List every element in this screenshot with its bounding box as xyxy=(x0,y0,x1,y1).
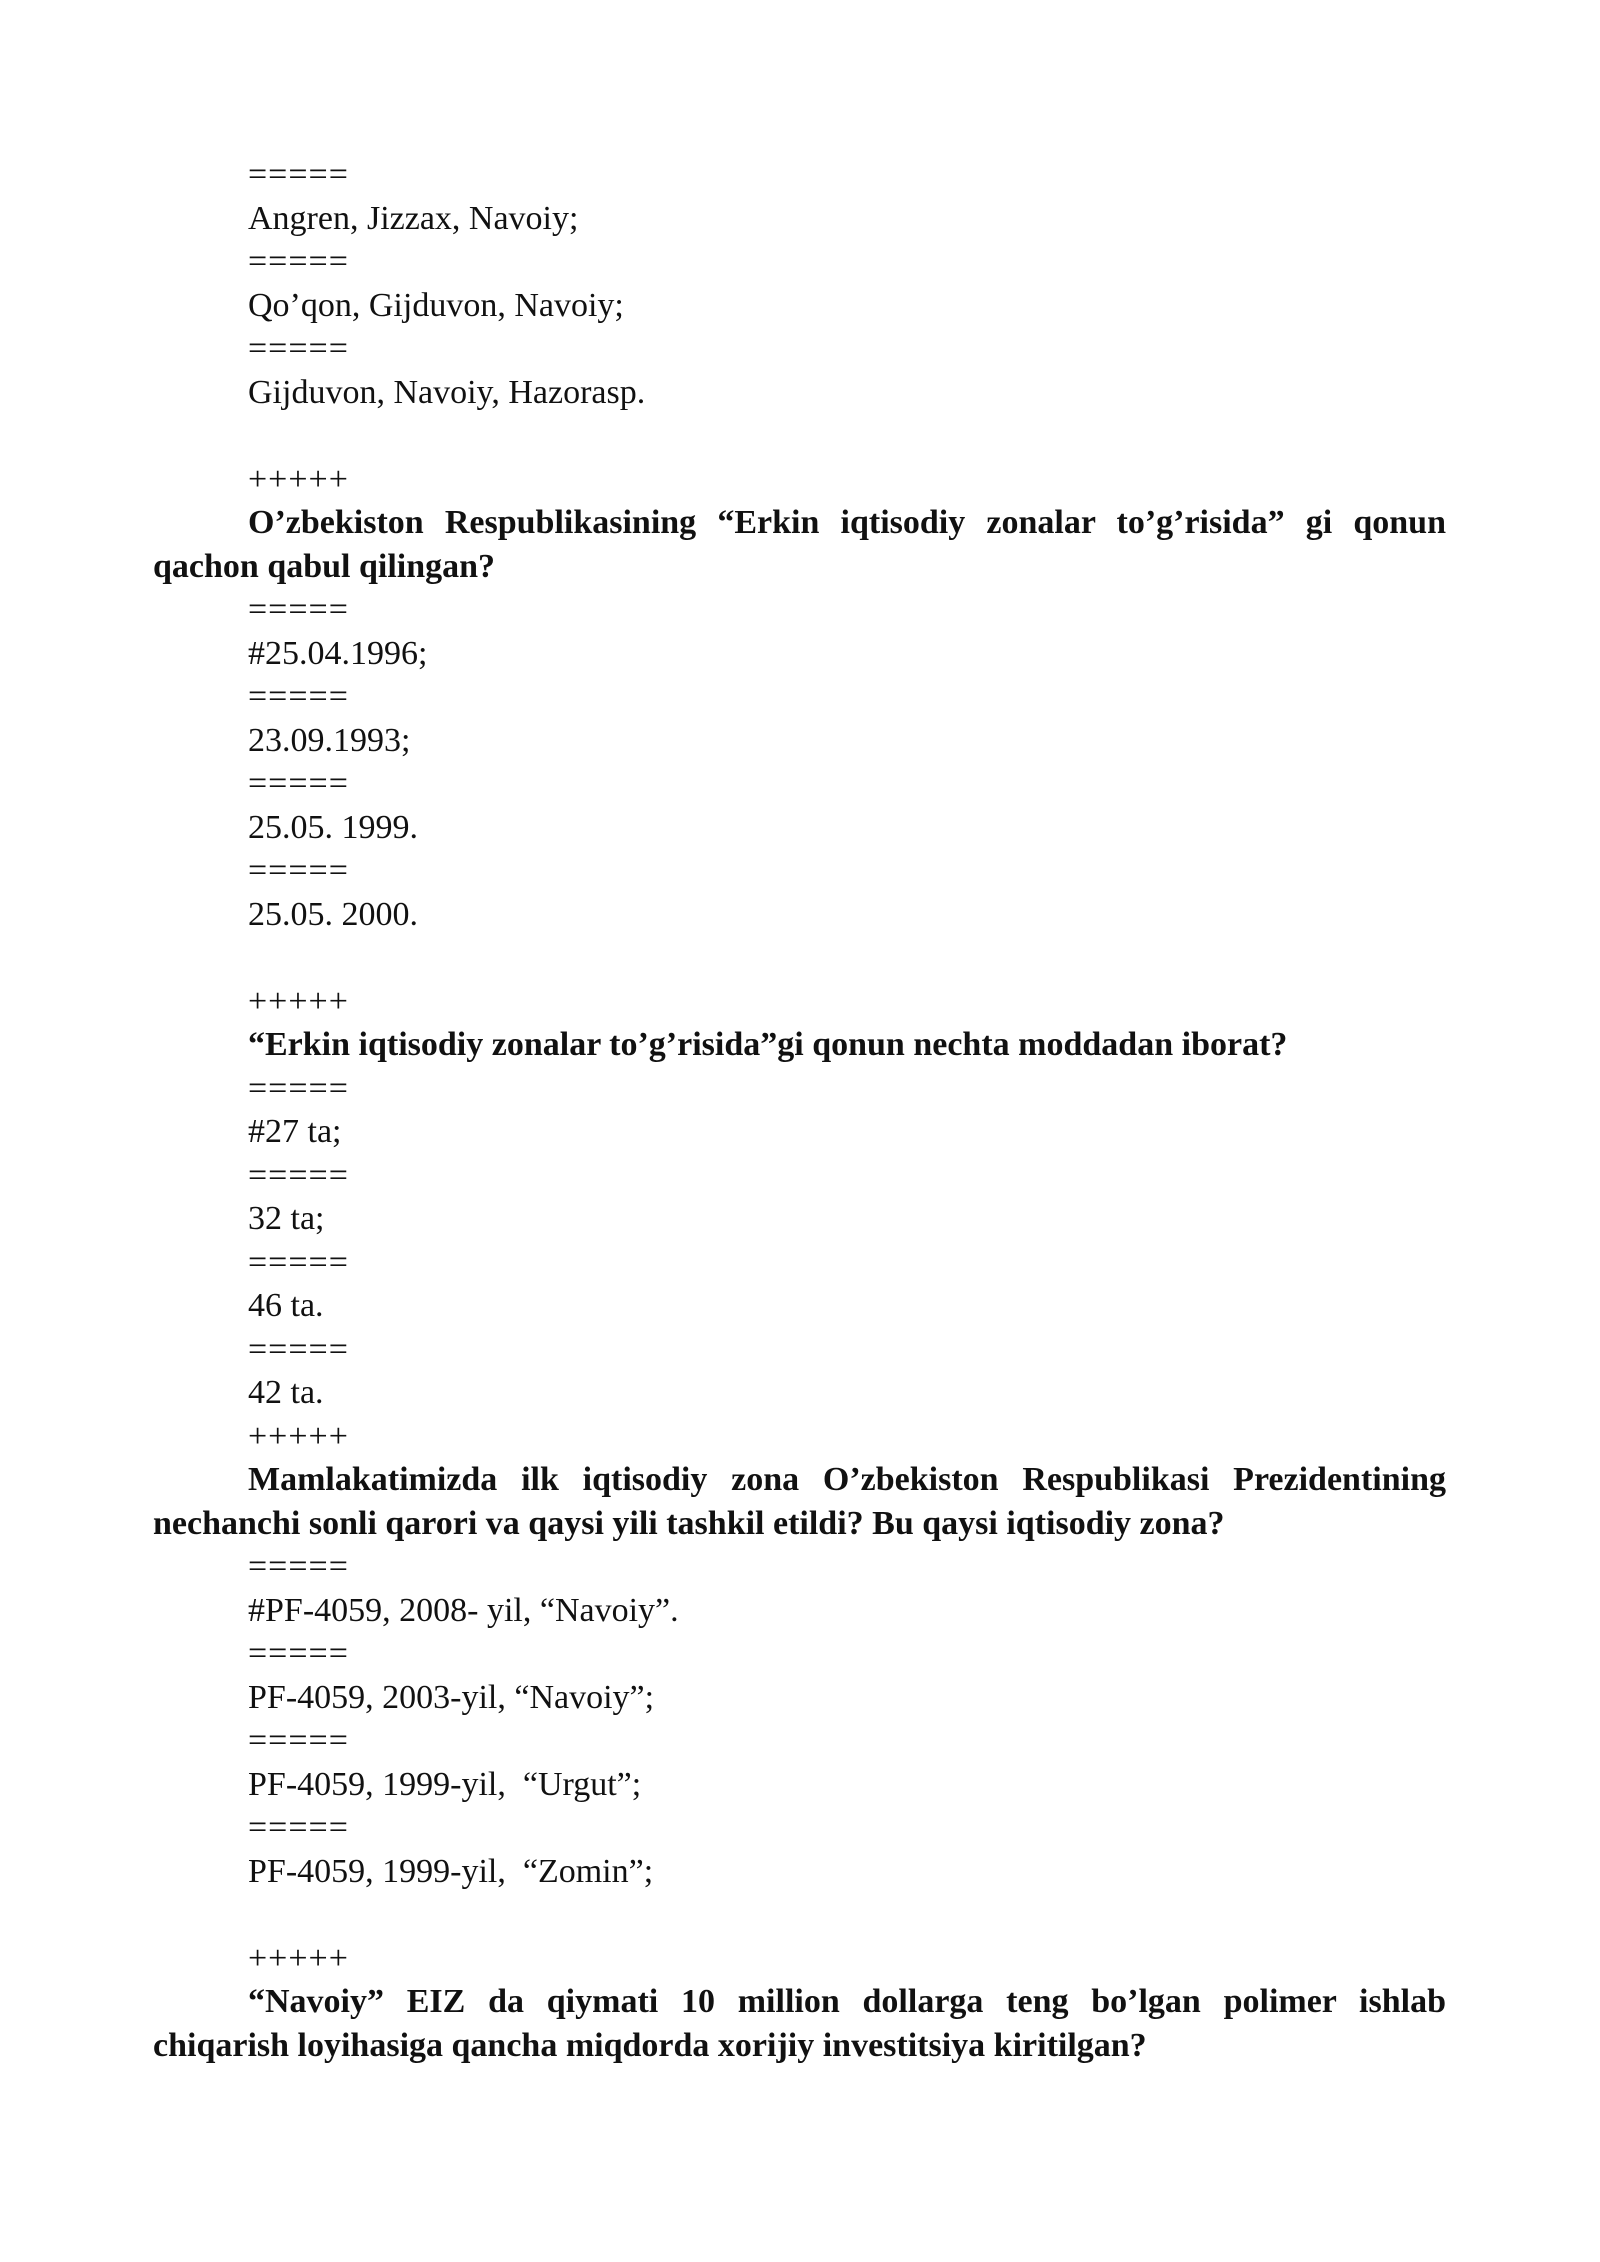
answer-separator: ===== xyxy=(248,1069,349,1107)
question-text: “Navoiy” EIZ da qiymati 10 million dollarga teng bo’lgan polimer ishlab chiqarish loyihasiga qancha miqdorda xorijiy investitsiya kiritilgan? xyxy=(153,1983,1446,2064)
answer-option: 42 ta. xyxy=(248,1374,324,1411)
question-text: “Erkin iqtisodiy zonalar to’g’risida”gi qonun nechta moddadan iborat? xyxy=(248,1026,1288,1063)
question-separator: +++++ xyxy=(248,1939,349,1977)
answer-option: PF-4059, 1999-yil, “Urgut”; xyxy=(248,1765,642,1803)
question-text: O’zbekiston Respublikasining “Erkin iqtisodiy zonalar to’g’risida” gi qonun qachon qabul qilingan? xyxy=(153,504,1446,585)
answer-separator: ===== xyxy=(248,1548,349,1585)
answer-separator: ===== xyxy=(248,330,349,367)
answer-separator: ===== xyxy=(248,852,349,889)
document-content xyxy=(153,153,1446,2067)
answer-separator: ===== xyxy=(248,765,349,802)
question-separator: +++++ xyxy=(248,460,349,498)
question-text: Mamlakatimizda ilk iqtisodiy zona O’zbekiston Respublikasi Prezidentining nechanchi sonli qarori va qaysi yili tashkil etildi? Bu qaysi iqtisodiy zona? xyxy=(153,1461,1446,1542)
answer-option: Angren, Jizzax, Navoiy; xyxy=(248,199,579,237)
answer-option: #27 ta; xyxy=(248,1113,342,1150)
answer-option: 23.09.1993; xyxy=(248,721,411,759)
spacer xyxy=(153,414,1446,458)
answer-separator: ===== xyxy=(248,1722,349,1759)
answer-separator: ===== xyxy=(248,678,349,715)
answer-option: 46 ta. xyxy=(248,1287,324,1324)
answer-option: #25.04.1996; xyxy=(248,634,428,672)
answer-option: 25.05. 2000. xyxy=(248,895,418,933)
question-separator: +++++ xyxy=(248,1417,349,1455)
answer-separator: ===== xyxy=(248,1809,349,1846)
spacer xyxy=(153,936,1446,980)
answer-separator: ===== xyxy=(248,1330,349,1368)
answer-separator: ===== xyxy=(248,243,349,280)
answer-option: PF-4059, 1999-yil, “Zomin”; xyxy=(248,1852,654,1890)
answer-option: 25.05. 1999. xyxy=(248,808,418,846)
answer-option: 32 ta; xyxy=(248,1200,325,1237)
spacer xyxy=(153,1893,1446,1937)
answer-separator: ===== xyxy=(248,1243,349,1281)
answer-separator: ===== xyxy=(248,1156,349,1194)
question-separator: +++++ xyxy=(248,982,349,1020)
answer-separator: ===== xyxy=(248,591,349,628)
answer-option: Qo’qon, Gijduvon, Navoiy; xyxy=(248,286,624,324)
answer-option: PF-4059, 2003-yil, “Navoiy”; xyxy=(248,1678,655,1716)
answer-option: #PF-4059, 2008- yil, “Navoiy”. xyxy=(248,1591,679,1629)
answer-option: Gijduvon, Navoiy, Hazorasp. xyxy=(248,373,646,411)
answer-separator: ===== xyxy=(248,156,349,193)
answer-separator: ===== xyxy=(248,1635,349,1672)
